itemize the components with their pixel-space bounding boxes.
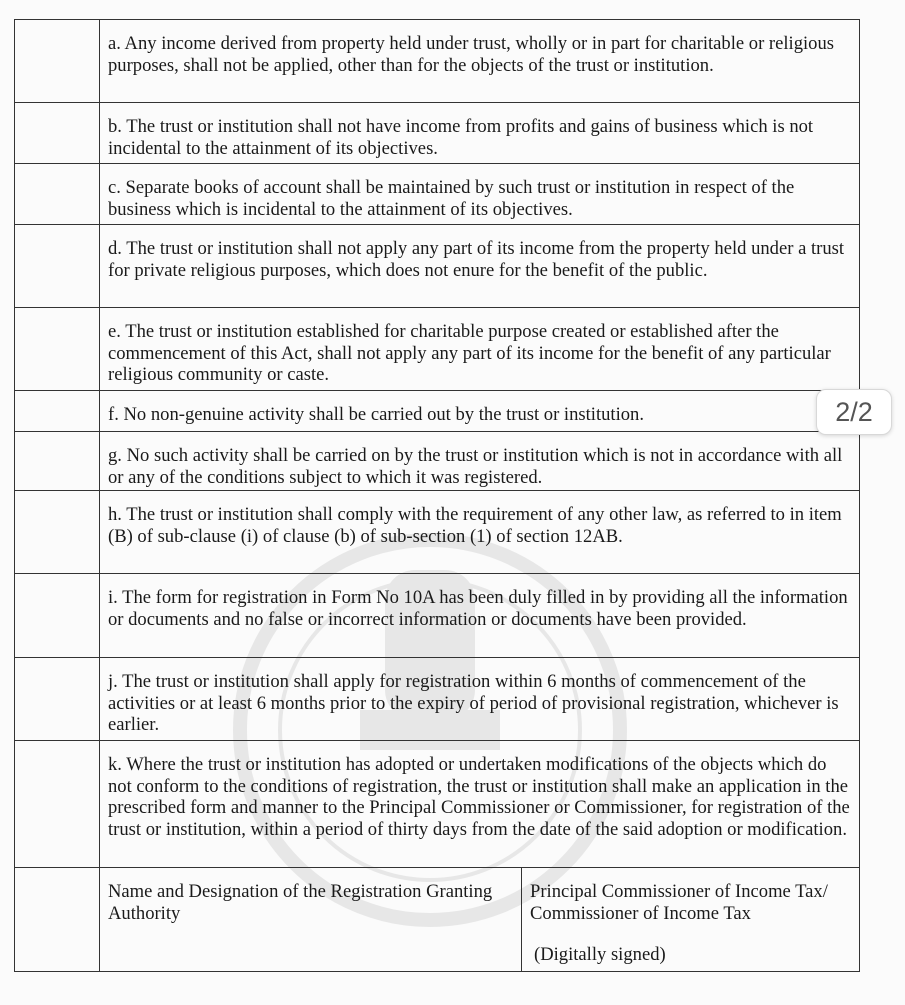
authority-row <box>15 867 859 972</box>
condition-row-h <box>15 490 859 573</box>
authority-value <box>522 868 859 971</box>
condition-row-e <box>15 307 859 390</box>
authority-label: Name and Designation of the Registration Granting Authority <box>100 868 522 971</box>
condition-row-f <box>15 390 859 431</box>
condition-text: h. The trust or institution shall comply with the requirement of any other law, as referred to in item (B) of sub-clause (i) of clause (b) of sub-section (1) of section 12AB. <box>108 504 842 547</box>
condition-row-k <box>15 740 859 867</box>
condition-row-a <box>15 19 859 102</box>
condition-text: c. Separate books of account shall be maintained by such trust or institution in respect of the business which is incidental to the attainment of its objectives. <box>108 177 795 220</box>
condition-text: i. The form for registration in Form No 10A has been duly filled in by providing all the information or documents and no false or incorrect information or documents have been provided. <box>108 587 848 630</box>
condition-row-g <box>15 431 859 490</box>
conditions-table <box>14 19 860 972</box>
condition-text: a. Any income derived from property held under trust, wholly or in part for charitable or religious purposes, shall not be applied, other than for the objects of the trust or institution. <box>108 33 834 76</box>
condition-text: e. The trust or institution established for charitable purpose created or established after the commencement of this Act, shall not apply any part of its income for the benefit of any particular religious community or caste. <box>108 321 831 386</box>
condition-text: k. Where the trust or institution has adopted or undertaken modifications of the objects which do not conform to the conditions of registration, the trust or institution shall make an application in the prescribed form and manner to the Principal Commissioner or Commissioner, for registration of the trust or institution, within a period of thirty days from the date of the said adoption or modification. <box>108 754 850 840</box>
page-indicator: 2/2 <box>816 389 892 435</box>
condition-row-c <box>15 163 859 224</box>
digital-signature-note: (Digitally signed) <box>534 944 666 966</box>
authority-designation: Principal Commissioner of Income Tax/ Commissioner of Income Tax <box>530 881 828 924</box>
condition-text: g. No such activity shall be carried on by the trust or institution which is not in accordance with all or any of the conditions subject to which it was registered. <box>108 445 843 488</box>
condition-row-i <box>15 573 859 657</box>
condition-text: j. The trust or institution shall apply for registration within 6 months of commencement of the activities or at least 6 months prior to the expiry of period of provisional registration, whichever is earlier. <box>108 671 839 736</box>
condition-row-d <box>15 224 859 307</box>
condition-text: d. The trust or institution shall not apply any part of its income from the property held under a trust for private religious purposes, which does not enure for the benefit of the public. <box>108 238 845 281</box>
condition-row-j <box>15 657 859 740</box>
condition-text: b. The trust or institution shall not have income from profits and gains of business which is not incidental to the attainment of its objectives. <box>108 116 814 159</box>
condition-text: f. No non-genuine activity shall be carried out by the trust or institution. <box>108 404 645 425</box>
condition-row-b <box>15 102 859 163</box>
